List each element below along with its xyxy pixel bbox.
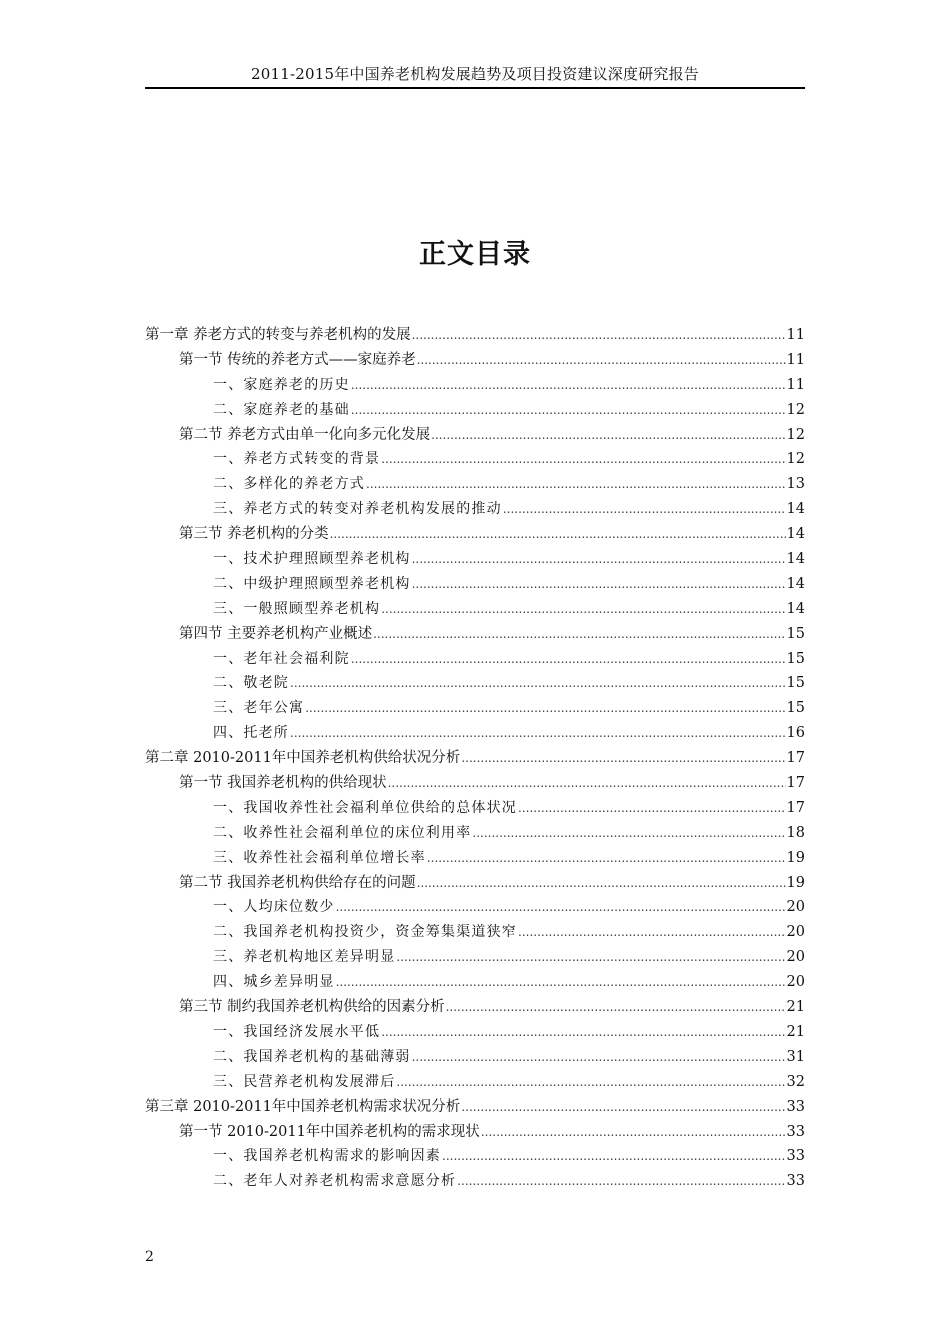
toc-entry[interactable] <box>145 323 805 348</box>
toc-entry-page: 12 <box>786 451 805 468</box>
toc-entry-label: 第一节 传统的养老方式——家庭养老 <box>179 351 416 368</box>
toc-entry-label: 三、老年公寓 <box>213 700 305 717</box>
toc-entry-page: 16 <box>786 725 805 742</box>
toc-entry-label: 二、多样化的养老方式 <box>213 476 365 493</box>
page-number: 2 <box>145 1249 154 1265</box>
toc-entry-page: 18 <box>786 824 805 841</box>
toc-entry[interactable] <box>145 447 805 472</box>
toc-entry-label: 第三节 制约我国养老机构供给的因素分析 <box>179 999 445 1016</box>
toc-entry[interactable] <box>145 1095 805 1120</box>
toc-entry-label: 第二节 我国养老机构供给存在的问题 <box>179 874 416 891</box>
toc-dot-leader <box>412 547 786 572</box>
toc-dot-leader <box>481 1120 786 1145</box>
toc-dot-leader <box>366 472 786 497</box>
toc-entry-label: 第一节 我国养老机构的供给现状 <box>179 775 387 792</box>
toc-entry-label: 第二章 2010-2011年中国养老机构供给状况分析 <box>145 750 461 767</box>
toc-dot-leader <box>457 1169 785 1194</box>
toc-entry-label: 二、收养性社会福利单位的床位利用率 <box>213 824 472 841</box>
toc-dot-leader <box>351 647 786 672</box>
toc-entry-page: 14 <box>786 526 805 543</box>
toc-dot-leader <box>351 398 786 423</box>
toc-entry-label: 二、中级护理照顾型养老机构 <box>213 575 411 592</box>
toc-entry-page: 14 <box>786 501 805 518</box>
toc-entry[interactable] <box>145 920 805 945</box>
toc-entry-page: 19 <box>786 874 805 891</box>
toc-entry-label: 一、人均床位数少 <box>213 899 335 916</box>
toc-dot-leader <box>330 522 786 547</box>
toc-dot-leader <box>412 323 786 348</box>
toc-dot-leader <box>396 1070 785 1095</box>
toc-title: 正文目录 <box>419 239 531 270</box>
toc-entry[interactable] <box>145 995 805 1020</box>
toc-dot-leader <box>336 970 786 995</box>
toc-entry-label: 第一节 2010-2011年中国养老机构的需求现状 <box>179 1123 480 1140</box>
toc-dot-leader <box>417 871 786 896</box>
toc-entry-page: 33 <box>786 1098 805 1115</box>
toc-entry[interactable] <box>145 746 805 771</box>
toc-dot-leader <box>431 423 785 448</box>
toc-entry-label: 一、养老方式转变的背景 <box>213 451 381 468</box>
toc-entry-label: 三、养老方式的转变对养老机构发展的推动 <box>213 501 502 518</box>
toc-entry-label: 三、一般照顾型养老机构 <box>213 600 381 617</box>
toc-entry-label: 二、我国养老机构的基础薄弱 <box>213 1048 411 1065</box>
toc-entry-page: 33 <box>786 1173 805 1190</box>
toc-entry-label: 三、养老机构地区差异明显 <box>213 949 396 966</box>
table-of-contents <box>145 323 805 1194</box>
toc-dot-leader <box>442 1144 786 1169</box>
toc-dot-leader <box>373 622 785 647</box>
toc-dot-leader <box>290 721 786 746</box>
toc-dot-leader <box>336 895 786 920</box>
toc-entry-page: 15 <box>786 675 805 692</box>
toc-dot-leader <box>446 995 786 1020</box>
toc-entry[interactable] <box>145 871 805 896</box>
toc-entry[interactable] <box>145 895 805 920</box>
toc-entry-label: 四、城乡差异明显 <box>213 974 335 991</box>
header-divider <box>145 87 805 89</box>
toc-entry-label: 二、老年人对养老机构需求意愿分析 <box>213 1173 457 1190</box>
toc-entry[interactable] <box>145 1120 805 1145</box>
toc-entry[interactable] <box>145 1020 805 1045</box>
toc-entry-page: 15 <box>786 700 805 717</box>
toc-entry-label: 三、民营养老机构发展滞后 <box>213 1073 396 1090</box>
toc-dot-leader <box>396 945 785 970</box>
toc-entry-label: 三、收养性社会福利单位增长率 <box>213 849 426 866</box>
toc-entry-label: 一、我国经济发展水平低 <box>213 1023 381 1040</box>
toc-entry[interactable] <box>145 572 805 597</box>
toc-entry-page: 20 <box>786 899 805 916</box>
toc-entry-label: 第三节 养老机构的分类 <box>179 526 329 543</box>
toc-entry-page: 17 <box>786 799 805 816</box>
toc-entry-label: 二、家庭养老的基础 <box>213 401 350 418</box>
toc-entry-label: 一、我国养老机构需求的影响因素 <box>213 1148 441 1165</box>
toc-entry[interactable] <box>145 945 805 970</box>
toc-entry-page: 33 <box>786 1123 805 1140</box>
toc-dot-leader <box>461 1095 785 1120</box>
toc-entry[interactable] <box>145 398 805 423</box>
toc-entry-page: 21 <box>786 999 805 1016</box>
toc-entry-label: 一、家庭养老的历史 <box>213 376 350 393</box>
toc-entry-page: 32 <box>786 1073 805 1090</box>
toc-entry-label: 第二节 养老方式由单一化向多元化发展 <box>179 426 431 443</box>
toc-entry-page: 12 <box>786 426 805 443</box>
toc-entry-page: 15 <box>786 625 805 642</box>
toc-entry[interactable] <box>145 647 805 672</box>
toc-entry[interactable] <box>145 696 805 721</box>
toc-dot-leader <box>412 572 786 597</box>
toc-dot-leader <box>290 671 786 696</box>
toc-dot-leader <box>381 447 785 472</box>
toc-dot-leader <box>518 796 786 821</box>
toc-entry[interactable] <box>145 497 805 522</box>
toc-entry[interactable] <box>145 1070 805 1095</box>
toc-entry-page: 11 <box>786 327 805 343</box>
toc-entry[interactable] <box>145 846 805 871</box>
toc-dot-leader <box>381 1020 785 1045</box>
toc-entry[interactable] <box>145 796 805 821</box>
toc-entry-page: 20 <box>786 924 805 941</box>
toc-entry[interactable] <box>145 522 805 547</box>
toc-entry[interactable] <box>145 472 805 497</box>
toc-entry-label: 第四节 主要养老机构产业概述 <box>179 625 373 642</box>
toc-entry-page: 20 <box>786 974 805 991</box>
toc-entry-page: 21 <box>786 1023 805 1040</box>
toc-entry[interactable] <box>145 970 805 995</box>
toc-entry[interactable] <box>145 597 805 622</box>
toc-entry-label: 四、托老所 <box>213 725 289 742</box>
toc-dot-leader <box>388 771 786 796</box>
toc-entry[interactable] <box>145 1045 805 1070</box>
toc-entry-label: 第三章 2010-2011年中国养老机构需求状况分析 <box>145 1098 461 1115</box>
toc-entry-page: 11 <box>786 351 805 368</box>
toc-entry-page: 13 <box>786 476 805 493</box>
toc-entry-page: 17 <box>786 775 805 792</box>
toc-entry[interactable] <box>145 671 805 696</box>
toc-entry-label: 第一章 养老方式的转变与养老机构的发展 <box>145 327 411 343</box>
toc-dot-leader <box>472 821 785 846</box>
toc-entry-label: 二、敬老院 <box>213 675 289 692</box>
toc-dot-leader <box>305 696 785 721</box>
toc-entry[interactable] <box>145 771 805 796</box>
toc-entry-page: 33 <box>786 1148 805 1165</box>
toc-entry-page: 12 <box>786 401 805 418</box>
toc-dot-leader <box>351 373 786 398</box>
toc-dot-leader <box>427 846 786 871</box>
toc-entry-label: 一、我国收养性社会福利单位供给的总体状况 <box>213 799 517 816</box>
toc-entry-page: 11 <box>786 376 805 393</box>
toc-entry[interactable] <box>145 821 805 846</box>
toc-entry-page: 20 <box>786 949 805 966</box>
toc-entry-label: 一、老年社会福利院 <box>213 650 350 667</box>
toc-entry[interactable] <box>145 721 805 746</box>
toc-entry[interactable] <box>145 423 805 448</box>
toc-entry-page: 17 <box>786 750 805 767</box>
toc-entry[interactable] <box>145 547 805 572</box>
toc-entry[interactable] <box>145 1169 805 1194</box>
toc-entry[interactable] <box>145 373 805 398</box>
toc-dot-leader <box>412 1045 786 1070</box>
running-header: 2011-2015年中国养老机构发展趋势及项目投资建议深度研究报告 <box>250 65 700 83</box>
toc-entry-label: 一、技术护理照顾型养老机构 <box>213 551 411 568</box>
toc-entry-label: 二、我国养老机构投资少，资金筹集渠道狭窄 <box>213 924 517 941</box>
toc-entry-page: 14 <box>786 600 805 617</box>
toc-entry[interactable] <box>145 622 805 647</box>
toc-entry[interactable] <box>145 1144 805 1169</box>
toc-dot-leader <box>503 497 786 522</box>
toc-dot-leader <box>381 597 785 622</box>
toc-dot-leader <box>461 746 785 771</box>
toc-entry-page: 14 <box>786 551 805 568</box>
toc-entry-page: 31 <box>786 1048 805 1065</box>
toc-dot-leader <box>417 348 786 373</box>
toc-entry[interactable] <box>145 348 805 373</box>
toc-entry-page: 19 <box>786 849 805 866</box>
toc-entry-page: 14 <box>786 575 805 592</box>
toc-entry-page: 15 <box>786 650 805 667</box>
toc-dot-leader <box>518 920 786 945</box>
